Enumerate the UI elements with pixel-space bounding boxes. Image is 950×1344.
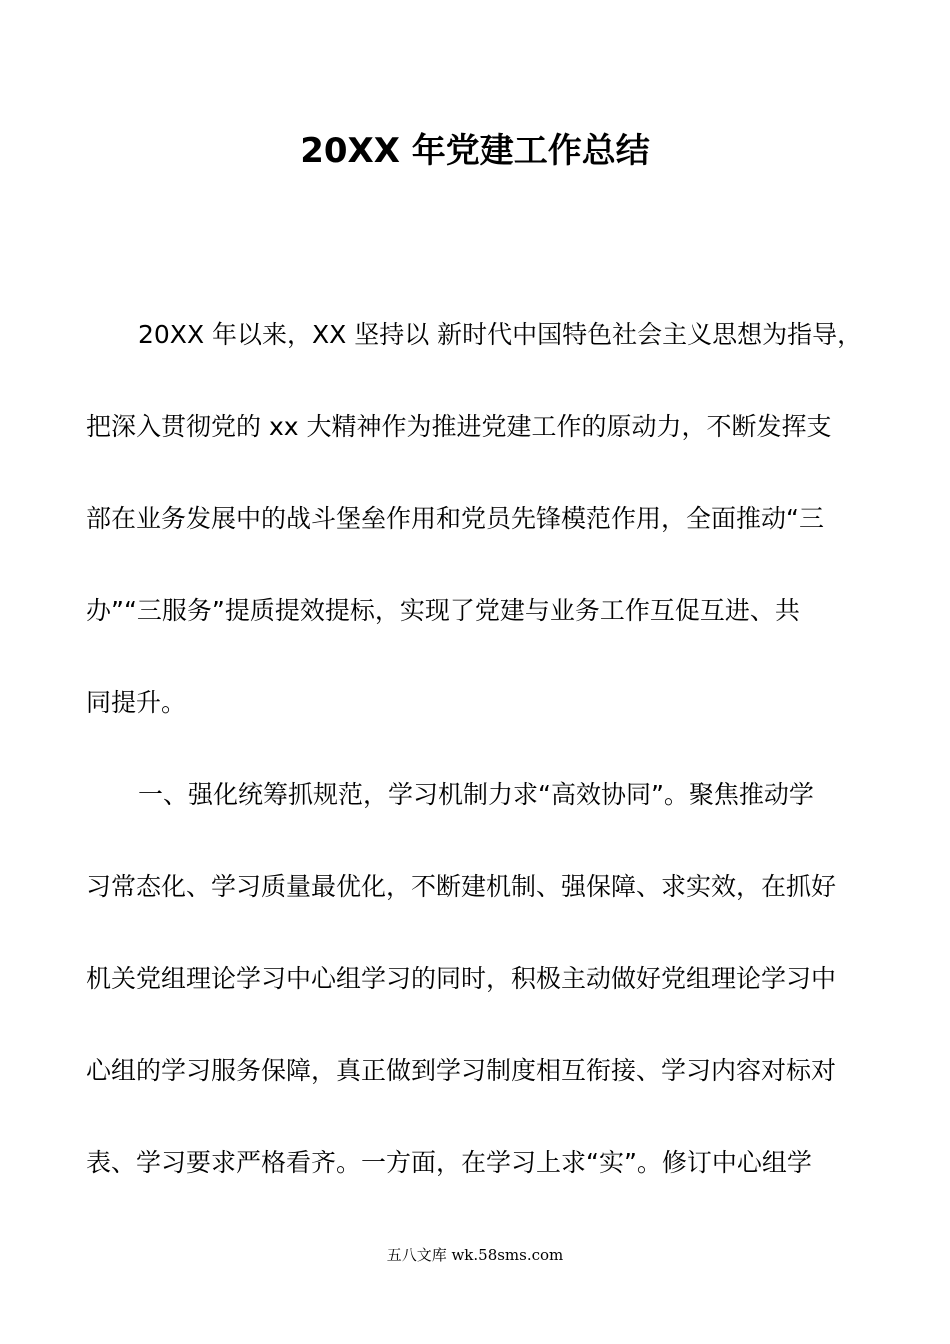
page-footer: 五八文库 wk.58sms.com xyxy=(386,1246,564,1264)
paragraph-line: 心组的学习服务保障，真正做到学习制度相互衔接、学习内容对标对 xyxy=(86,1056,837,1085)
paragraph-line: 同提升。 xyxy=(86,688,187,717)
paragraph-line: 一、强化统筹抓规范，学习机制力求“高效协同”。聚焦推动学 xyxy=(138,780,814,809)
document-body xyxy=(86,310,866,1230)
paragraph-line: 部在业务发展中的战斗堡垒作用和党员先锋模范作用，全面推动“三 xyxy=(86,504,824,533)
paragraph-line: 办”“三服务”提质提效提标，实现了党建与业务工作互促互进、共 xyxy=(86,596,800,625)
document-title: 20XX 年党建工作总结 xyxy=(300,131,650,171)
paragraph-line: 把深入贯彻党的 xx 大精神作为推进党建工作的原动力，不断发挥支 xyxy=(86,412,832,441)
paragraph-line: 习常态化、学习质量最优化，不断建机制、强保障、求实效，在抓好 xyxy=(86,872,837,901)
paragraph-line: 机关党组理论学习中心组学习的同时，积极主动做好党组理论学习中 xyxy=(86,964,837,993)
paragraph-line: 20XX 年以来，XX 坚持以 新时代中国特色社会主义思想为指导， xyxy=(138,320,863,349)
paragraph-line: 表、学习要求严格看齐。一方面，在学习上求“实”。修订中心组学 xyxy=(86,1148,812,1177)
